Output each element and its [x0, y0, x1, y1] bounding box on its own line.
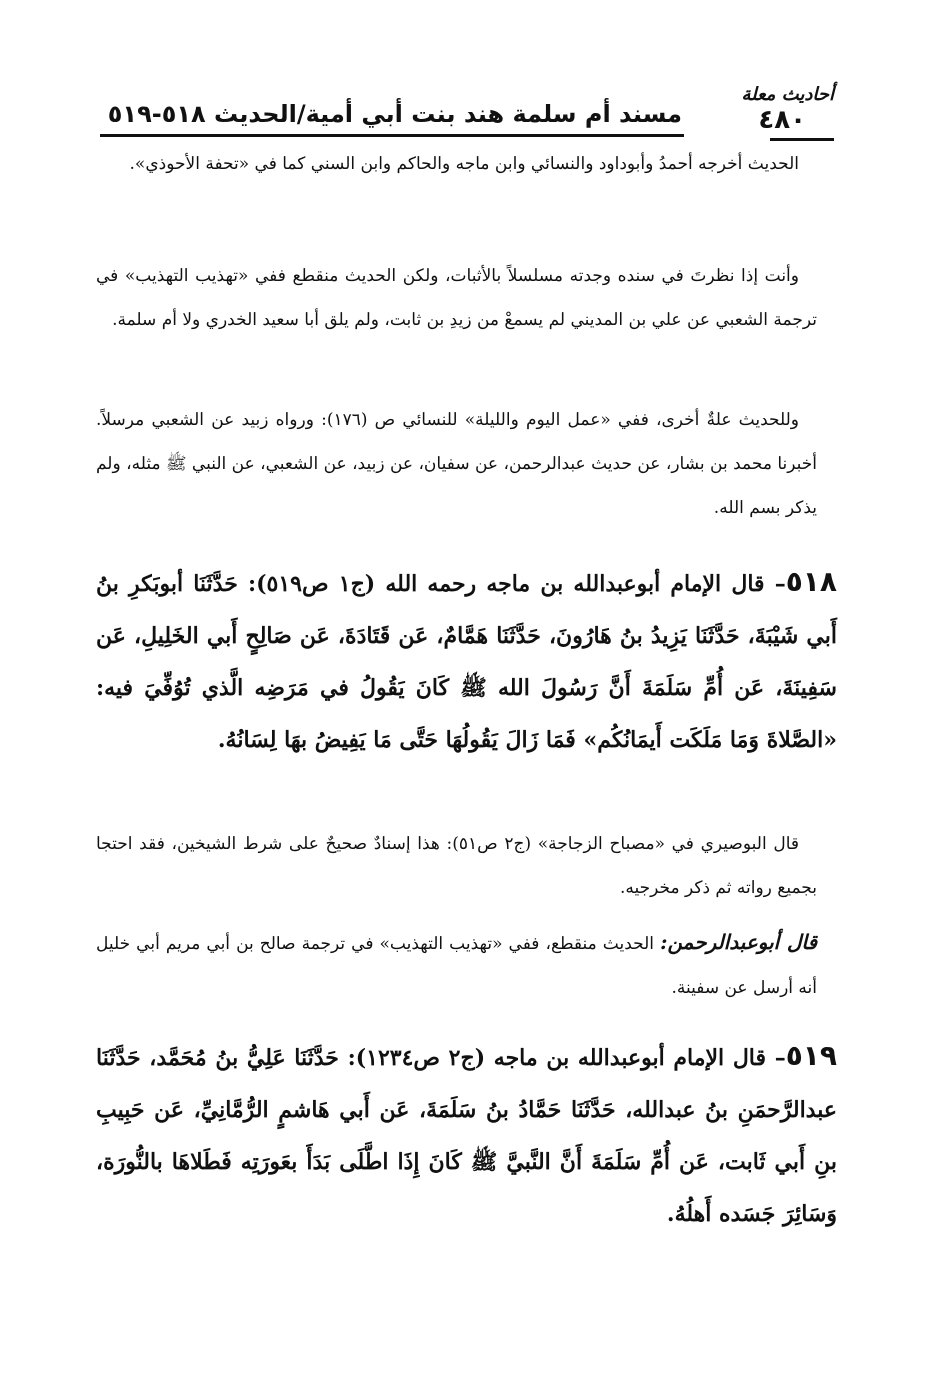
header-title: مسند أم سلمة هند بنت أبي أمية/الحديث ٥١٨-٥١٩ — [107, 100, 682, 128]
paragraph-2: وأنت إذا نظرتَ في سنده وجدته مسلسلاً بالأثبات، ولكن الحديث منقطع ففي «تهذيب التهذيب» في ترجمة الشعبي عن علي بن المديني لم يسمعْ من زيدِ بن ثابت، ولم يلق أبا سعيد الخدري ولا أم سلمة. — [96, 266, 817, 330]
paragraph-3: وللحديث علةٌ أخرى، ففي «عمل اليوم والليلة» للنسائي ص (١٧٦): ورواه زبيد عن الشعبي مرسلاً. أخبرنا محمد بن بشار، عن حديث عبدالرحمن، عن سفيان، عن زبيد، عن الشعبي، عن النبي ﷺ مثله، ولم يذكر بسم الله. — [95, 410, 817, 518]
book-label: أحاديث معلة — [741, 84, 834, 105]
page-number-underline — [770, 138, 834, 141]
header-rule — [100, 134, 684, 137]
hadith-519-text: – قال الإمام أبوعبدالله بن ماجه (ج٢ ص١٢٣٤): حَدَّثَنَا عَلِيُّ بنُ مُحَمَّد، حَدَّثَنَا عبدالرَّحمَنِ بنُ عبدالله، حَدَّثَنَا حَمَّادُ بنُ سَلَمَةَ، عَن أَبي هَاشمٍ الرُّمَّانِيِّ، عَن حَبِيبِ بنِ أَبي ثَابت، عَن أُمِّ سَلَمَةَ أَنَّ النَّبيَّ ﷺ كَانَ إِذَا اطَّلَى بَدَأَ بعَورَتِه فَطَلاهَا بالنُّورَة، وَسَائِرَ جَسَده أَهلُهُ. — [96, 1045, 837, 1227]
header-side — [684, 84, 834, 134]
hadith-518-text: – قال الإمام أبوعبدالله بن ماجه رحمه الله (ج١ ص٥١٩): حَدَّثَنَا أبوبَكرِ بنُ أَبي شَيْبَةَ، حَدَّثَنَا يَزِيدُ بنُ هَارُونَ، حَدَّثَنَا هَمَّامٌ، عَن قَتَادَةَ، عَن صَالِحٍ أَبي الخَلِيلِ، عَن سَفِينَةَ، عَن أُمِّ سَلَمَةَ أَنَّ رَسُولَ الله ﷺ كَانَ يَقُولُ في مَرَضِه الَّذي تُوُفِّيَ فيه: «الصَّلاةَ وَمَا مَلَكَت أَيمَانُكُم» فَمَا زَالَ يَقُولُهَا حَتَّى مَا يَفِيضُ بهَا لِسَانُهُ. — [96, 571, 837, 753]
paragraph-1: الحديث أخرجه أحمدُ وأبوداود والنسائي وابن ماجه والحاكم وابن السني كما في «تحفة الأحوذي». — [129, 154, 799, 174]
author-comment-lead: قال أبوعبدالرحمن: — [660, 930, 817, 954]
paragraph-518-comment — [96, 920, 817, 1010]
hadith-519 — [96, 1030, 837, 1240]
hadith-518 — [96, 556, 837, 766]
page-number: ٤٨٠ — [758, 105, 806, 135]
hadith-number-518: ٥١٨ — [785, 565, 837, 598]
author-comment-text: الحديث منقطع، ففي «تهذيب التهذيب» في ترجمة صالح بن أبي مريم أبي خليل أنه أرسل عن سفينة. — [96, 934, 817, 998]
hadith-number-519: ٥١٩ — [785, 1039, 837, 1072]
paragraph-518-busiri: قال البوصيري في «مصباح الزجاجة» (ج٢ ص٥١): هذا إسنادٌ صحيحٌ على شرط الشيخين، فقد احتجا بجميع رواته ثم ذكر مخرجيه. — [96, 834, 817, 898]
